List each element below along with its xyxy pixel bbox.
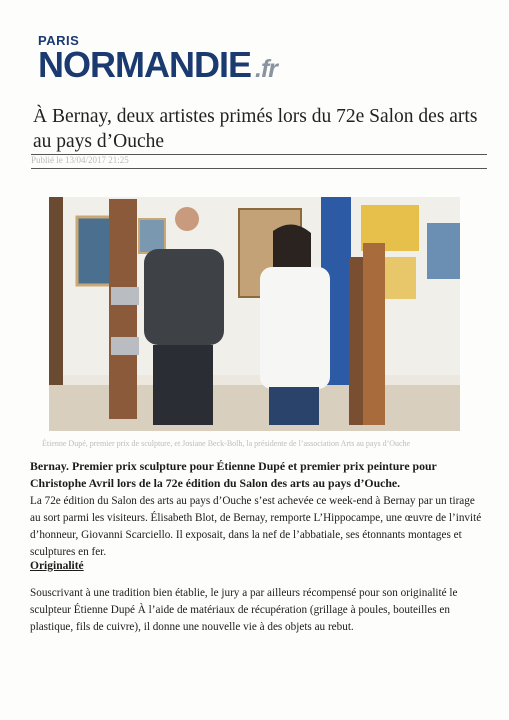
divider-bottom	[31, 168, 487, 169]
article-lead: Bernay. Premier prix sculpture pour Étienne Dupé et premier prix peinture pour Christophe Avril lors de la 72e édition du Salon des arts au pays d’Ouche.	[30, 459, 437, 490]
article-headline: À Bernay, deux artistes primés lors du 72e Salon des arts au pays d’Ouche	[33, 106, 478, 152]
photo-illustration	[49, 197, 460, 431]
logo-brand-name: NORMANDIE	[38, 44, 251, 85]
site-logo[interactable]	[38, 34, 277, 87]
logo-brand	[38, 44, 277, 87]
article-paragraph-1: La 72e édition du Salon des arts au pays d’Ouche s’est achevée ce week-end à Bernay par un tirage au sort parmi les visiteurs. Élisabeth Blot, de Bernay, remporte L’Hippocampe, une œuvre de l’invité d’honneur, Giovanni Scarciello. Il exposait, dans la nef de l’abbatiale, ses étonnants montages et sculptures en fer.	[30, 495, 482, 558]
logo-tld: .fr	[255, 55, 277, 83]
article-paragraph-2: Souscrivant à une tradition bien établie, le jury a par ailleurs récompensé pour son originalité le sculpteur Étienne Dupé À l’aide de matériaux de récupération (grillage à poules, bouteilles en plastique, fils de cuivre), il donne une nouvelle vie à des objets au rebut.	[30, 587, 458, 633]
photo-caption: Étienne Dupé, premier prix de sculpture, et Josiane Beck-Bolh, la présidente de l’association Arts au pays d’Ouche	[42, 439, 411, 448]
logo-paris: PARIS	[38, 33, 80, 48]
section-heading: Originalité	[30, 560, 84, 572]
publish-date: Publié le 13/04/2017 21:25	[31, 155, 129, 165]
article-photo	[49, 197, 460, 431]
